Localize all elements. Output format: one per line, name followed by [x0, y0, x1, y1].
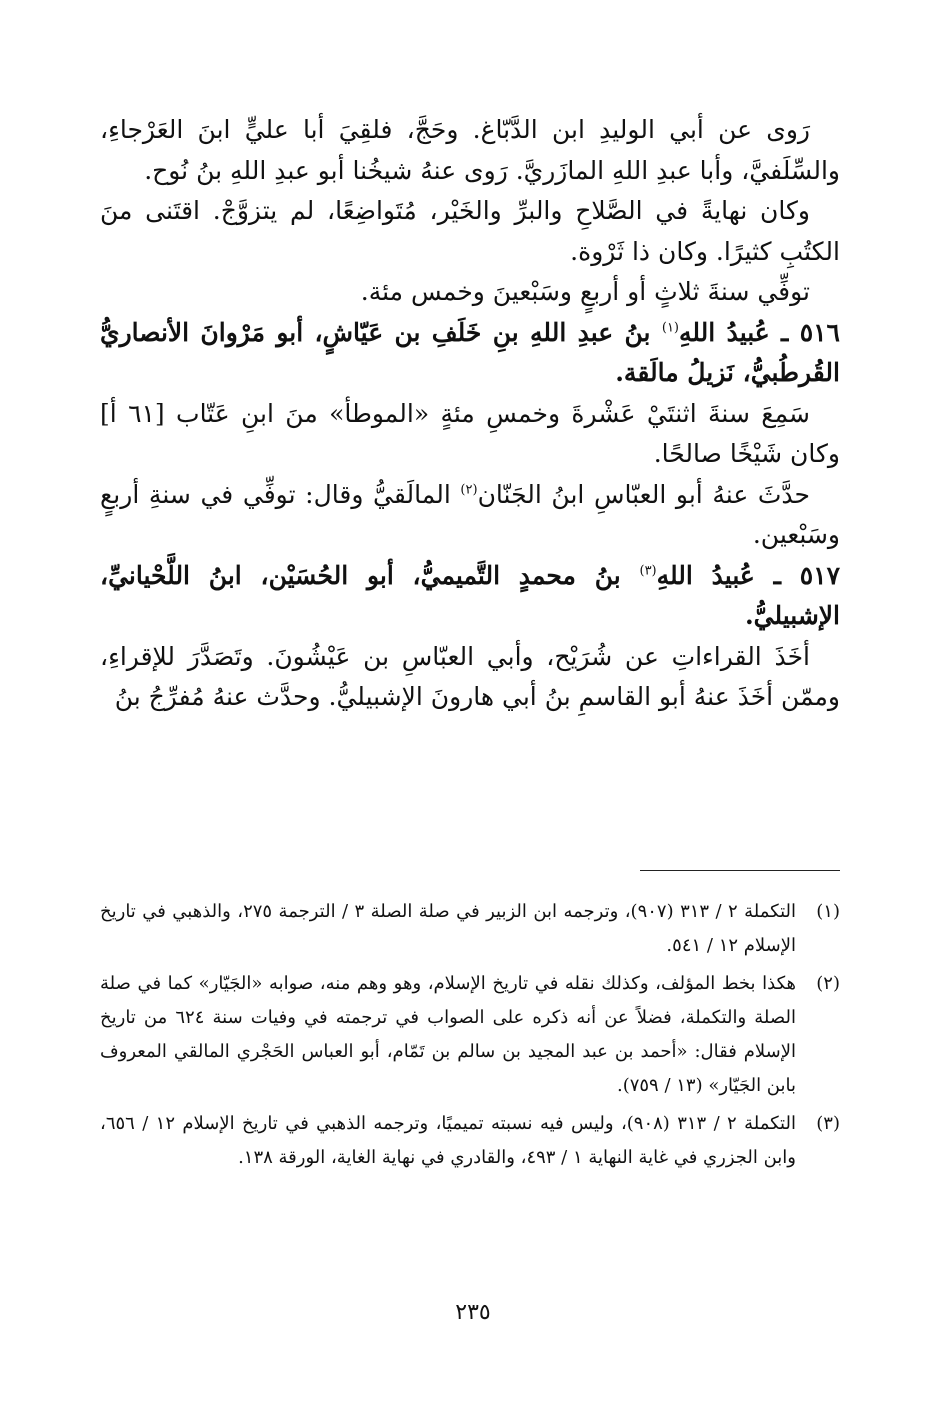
entry-number: ٥١٧ ـ [773, 560, 841, 590]
footnote-marker: (١) [661, 320, 679, 336]
footnote-1 [100, 895, 840, 963]
text-segment: المالَقيُّ وقال: توفِّي في سنةِ أربعٍ وسَبْعين. [100, 479, 840, 549]
footnotes [100, 895, 840, 1179]
footnote-text: التكملة ٢ / ٣١٣ (٩٠٨)، وليس فيه نسبته تميميًا، وترجمه الذهبي في تاريخ الإسلام ١٢ / ٦٥٦، وابن الجزري في غاية النهاية ١ / ٤٩٣، والقادري في نهاية الغاية، الورقة ١٣٨. [100, 1113, 796, 1168]
entry-lineage: بنُ محمدٍ التَّميميُّ، أبو الحُسَيْن، ابنُ اللَّحْيانيِّ، الإشبيليُّ. [100, 560, 840, 630]
paragraph-hearing: سَمِعَ سنةَ اثنتَيْ عَشْرةَ وخمسِ مئةٍ «الموطأ» منَ ابنِ عَتّاب [٦١ أ] وكان شَيْخًا صالحًا. [100, 398, 840, 468]
footnote-number: (٣) [816, 1113, 840, 1134]
page-number: ٢٣٥ [455, 1300, 491, 1325]
footnote-number: (٢) [816, 973, 840, 994]
main-text [100, 110, 840, 718]
paragraph-death: توفِّي سنةَ ثلاثٍ أو أربعٍ وسَبْعينَ وخمس مئة. [360, 277, 810, 306]
paragraph-transmission [100, 475, 840, 556]
footnote-marker: (٣) [639, 563, 657, 579]
footnote-2 [100, 967, 840, 1103]
text-segment: حدَّثَ عنهُ أبو العبّاسِ ابنُ الجَنّان [477, 479, 810, 509]
footnote-text: التكملة ٢ / ٣١٣ (٩٠٧)، وترجمه ابن الزبير في صلة الصلة ٣ / الترجمة ٢٧٥، والذهبي في تاريخ الإسلام ١٢ / ٥٤١. [100, 901, 796, 956]
footnote-text: هكذا بخط المؤلف، وكذلك نقله في تاريخ الإسلام، وهو وهم منه، صوابه «الجَيّار» كما في صلة الصلة والتكملة، فضلاً عن أنه ذكره على الصواب في ترجمته في وفيات سنة ٦٢٤ من تاريخ الإسلام فقال: «أحمد بن عبد المجيد بن سالم بن تَمّام، أبو العباس الحَجْري المالقي المعروف بابن الجَيّار» (١٣ / ٧٥٩). [100, 973, 796, 1096]
footnote-number: (١) [816, 901, 840, 922]
paragraph-readings: أخَذَ القراءاتِ عن شُرَيْح، وأبي العبّاسِ بن عَيْشُونَ. وتَصَدَّرَ للإقراءِ، وممّن أخَذَ عنهُ أبو القاسمِ بنُ أبي هارونَ الإشبيليُّ. وحدَّث عنهُ مُفرِّجُ بنُ [100, 641, 840, 711]
entry-name: عُبيدُ اللهِ [679, 317, 770, 347]
footnote-separator [640, 870, 840, 871]
entry-number: ٥١٦ ـ [781, 317, 840, 347]
entry-516-heading [100, 313, 840, 394]
entry-lineage: بنُ عبدِ اللهِ بنِ خَلَفِ بن عَيّاشٍ، أبو مَرْوانَ الأنصاريُّ القُرطُبيُّ، نَزيلُ مالَقة. [100, 317, 840, 387]
entry-name: عُبيدُ اللهِ [656, 560, 755, 590]
paragraph-narration: رَوى عن أبي الوليدِ ابن الدَّبّاغ. وحَجَّ، فلقِيَ أبا عليٍّ ابنَ العَرْجاءِ، والسِّلَفيَّ، وأبا عبدِ اللهِ المازَريَّ. رَوى عنهُ شيخُنا أبو عبدِ اللهِ بنُ نُوح. [100, 115, 840, 185]
paragraph-character: وكان نهايةً في الصَّلاحِ والبرِّ والخَيْر، مُتَواضِعًا، لم يتزوَّجْ. اقتَنى منَ الكتُبِ كثيرًا. وكان ذا ثَرْوة. [100, 196, 840, 266]
footnote-3 [100, 1107, 840, 1175]
footnote-marker: (٢) [460, 482, 478, 498]
entry-517-heading [100, 556, 840, 637]
